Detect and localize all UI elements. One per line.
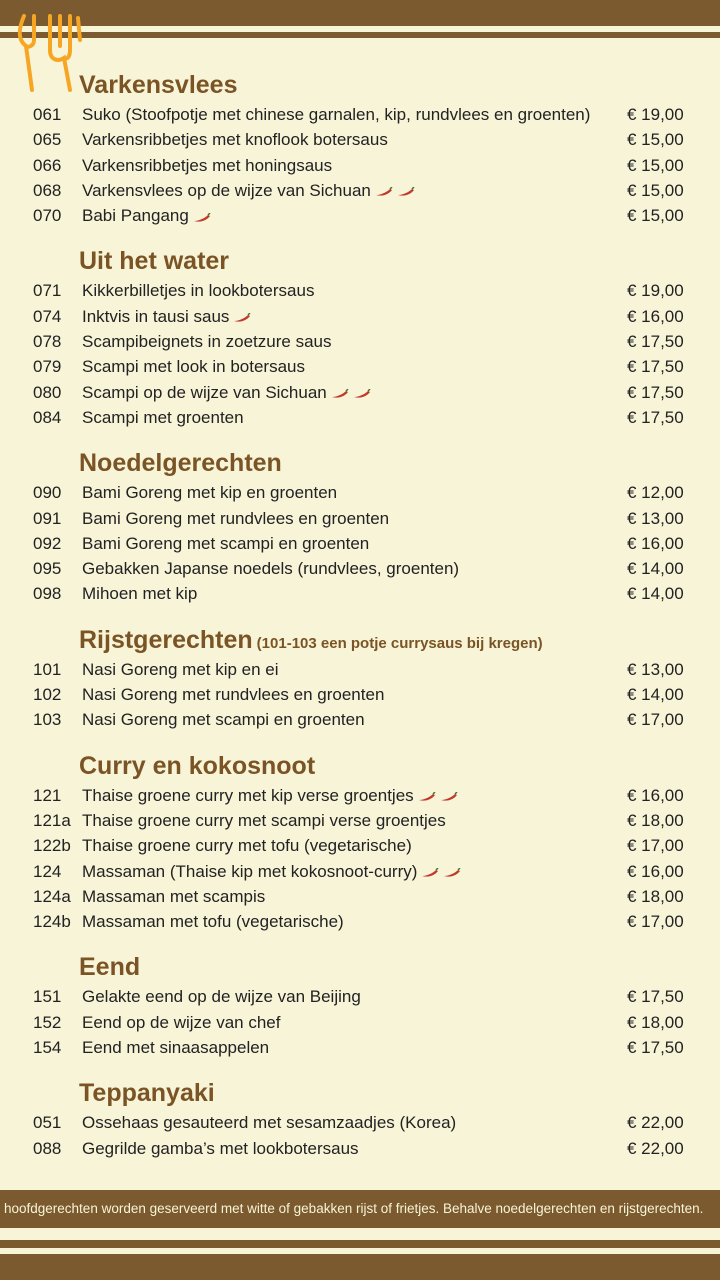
item-name-text: Inktvis in tausi saus <box>82 306 230 326</box>
item-name <box>82 909 344 934</box>
menu-section <box>0 446 720 622</box>
item-name-text: Suko (Stoofpotje met chinese garnalen, kip, rundvlees en groenten) <box>82 105 591 124</box>
item-name-text: Thaise groene curry met scampi verse groentjes <box>82 810 446 830</box>
item-price: € 17,50 <box>627 382 684 402</box>
item-name-text: Kikkerbilletjes in lookbotersaus <box>82 281 315 301</box>
menu-section <box>0 244 720 446</box>
item-price: € 17,00 <box>627 710 684 730</box>
item-name <box>82 102 590 127</box>
section-gap <box>0 607 720 623</box>
item-number: 103 <box>33 710 62 730</box>
chili-pepper-icon <box>233 305 251 330</box>
item-name <box>82 278 314 303</box>
menu-item <box>0 203 720 228</box>
item-number: 066 <box>33 155 62 175</box>
menu-section <box>0 68 720 244</box>
menu-item <box>0 884 720 909</box>
item-number: 079 <box>33 357 62 377</box>
item-price: € 18,00 <box>627 886 684 906</box>
section-title <box>79 623 720 657</box>
item-name <box>82 783 458 809</box>
section-gap <box>0 430 720 446</box>
item-price: € 17,50 <box>627 357 684 377</box>
item-number: 070 <box>33 206 62 226</box>
menu-item <box>0 1136 720 1161</box>
menu-item <box>0 833 720 858</box>
item-name-text: Scampi met groenten <box>82 407 244 427</box>
item-name-text: Bami Goreng met kip en groenten <box>82 483 338 503</box>
item-name-text: Eend met sinaasappelen <box>82 1038 270 1058</box>
item-name <box>82 380 371 406</box>
item-price: € 12,00 <box>627 483 684 503</box>
item-name-text: Thaise groene curry met kip verse groentjes <box>82 785 414 805</box>
section-title <box>79 749 720 783</box>
item-number: 068 <box>33 180 62 200</box>
menu-item <box>0 859 720 884</box>
item-name <box>82 127 388 152</box>
item-name-text: Nasi Goreng met scampi en groenten <box>82 710 365 730</box>
section-title <box>79 446 720 480</box>
item-number: 101 <box>33 659 62 679</box>
menu-item <box>0 178 720 203</box>
item-price: € 17,50 <box>627 987 684 1007</box>
section-gap <box>0 228 720 244</box>
item-number: 065 <box>33 130 62 150</box>
chili-pepper-icon <box>397 179 415 204</box>
footer-band <box>0 1254 720 1280</box>
item-name-text: Massaman met scampis <box>82 886 266 906</box>
item-number: 124 <box>33 861 62 881</box>
section-gap <box>0 934 720 950</box>
item-number: 124b <box>33 912 71 932</box>
menu-item <box>0 380 720 405</box>
section-title-text: Rijstgerechten <box>79 625 253 654</box>
item-name <box>82 531 369 556</box>
item-name-text: Thaise groene curry met tofu (vegetarische) <box>82 836 412 856</box>
item-name <box>82 153 332 178</box>
menu-item <box>0 304 720 329</box>
item-number: 084 <box>33 407 62 427</box>
header-stripe <box>0 32 720 38</box>
item-name <box>82 405 244 430</box>
item-name <box>82 203 211 229</box>
item-name-text: Gelakte eend op de wijze van Beijing <box>82 987 361 1007</box>
item-number: 102 <box>33 685 62 705</box>
item-name <box>82 833 412 858</box>
item-number: 088 <box>33 1138 62 1158</box>
item-name <box>82 884 265 909</box>
item-price: € 22,00 <box>627 1113 684 1133</box>
menu-item <box>0 102 720 127</box>
item-number: 121 <box>33 785 62 805</box>
menu-item <box>0 581 720 606</box>
item-name <box>82 581 197 606</box>
chili-pepper-icon <box>193 204 211 229</box>
item-name <box>82 1110 456 1135</box>
menu-item <box>0 657 720 682</box>
item-price: € 13,00 <box>627 508 684 528</box>
header-band <box>0 0 720 26</box>
menu-section <box>0 749 720 951</box>
item-price: € 15,00 <box>627 155 684 175</box>
item-name <box>82 859 461 885</box>
section-title-text: Uit het water <box>79 247 230 276</box>
item-number: 121a <box>33 810 71 830</box>
item-name-text: Bami Goreng met scampi en groenten <box>82 533 370 553</box>
section-title-text: Noedelgerechten <box>79 449 282 478</box>
chili-pepper-icon <box>440 784 458 809</box>
item-name-text: Nasi Goreng met kip en ei <box>82 659 279 679</box>
item-name <box>82 329 331 354</box>
item-name-text: Babi Pangang <box>82 206 189 226</box>
chili-pepper-icon <box>421 859 439 884</box>
item-price: € 17,50 <box>627 1038 684 1058</box>
chili-pepper-icon <box>443 859 461 884</box>
item-price: € 13,00 <box>627 659 684 679</box>
section-title-text: Teppanyaki <box>79 1079 215 1108</box>
item-name-text: Gegrilde gamba’s met lookbotersaus <box>82 1138 359 1158</box>
section-title <box>79 1076 720 1110</box>
menu-item <box>0 278 720 303</box>
item-name-text: Scampi op de wijze van Sichuan <box>82 382 327 402</box>
menu-item <box>0 153 720 178</box>
menu-item <box>0 127 720 152</box>
item-name <box>82 1035 269 1060</box>
section-gap <box>0 1060 720 1076</box>
item-name <box>82 556 459 581</box>
menu-item <box>0 808 720 833</box>
item-price: € 17,00 <box>627 836 684 856</box>
menu-item <box>0 506 720 531</box>
menu-item <box>0 682 720 707</box>
item-name <box>82 178 415 204</box>
item-number: 061 <box>33 105 62 124</box>
item-number: 091 <box>33 508 62 528</box>
item-name <box>82 304 251 330</box>
menu-item <box>0 984 720 1009</box>
menu-item <box>0 783 720 808</box>
item-price: € 16,00 <box>627 785 684 805</box>
menu-list <box>0 68 720 1177</box>
menu-section <box>0 1076 720 1177</box>
item-name-text: Scampibeignets in zoetzure saus <box>82 332 332 352</box>
item-name-text: Mihoen met kip <box>82 584 198 604</box>
item-number: 122b <box>33 836 71 856</box>
chili-pepper-icon <box>353 381 371 406</box>
item-name <box>82 480 337 505</box>
item-name <box>82 506 389 531</box>
item-name-text: Nasi Goreng met rundvlees en groenten <box>82 685 385 705</box>
item-number: 095 <box>33 559 62 579</box>
menu-item <box>0 480 720 505</box>
item-price: € 14,00 <box>627 584 684 604</box>
item-price: € 16,00 <box>627 861 684 881</box>
item-price: € 19,00 <box>627 105 684 124</box>
item-name <box>82 984 361 1009</box>
item-number: 090 <box>33 483 62 503</box>
item-name <box>82 657 279 682</box>
item-number: 152 <box>33 1012 62 1032</box>
item-price: € 15,00 <box>627 206 684 226</box>
item-price: € 22,00 <box>627 1138 684 1158</box>
item-number: 124a <box>33 886 71 906</box>
item-name <box>82 682 384 707</box>
chili-pepper-icon <box>331 381 349 406</box>
item-name-text: Massaman (Thaise kip met kokosnoot-curry) <box>82 861 418 881</box>
menu-item <box>0 354 720 379</box>
menu-item <box>0 1110 720 1135</box>
item-name <box>82 354 305 379</box>
section-gap <box>0 1161 720 1177</box>
item-name-text: Scampi met look in botersaus <box>82 357 305 377</box>
section-title-text: Eend <box>79 953 141 982</box>
item-number: 071 <box>33 281 62 301</box>
footer-stripe <box>0 1240 720 1248</box>
item-number: 151 <box>33 987 62 1007</box>
item-name <box>82 1136 359 1161</box>
item-name-text: Ossehaas gesauteerd met sesamzaadjes (Korea) <box>82 1113 457 1133</box>
item-price: € 17,00 <box>627 912 684 932</box>
section-title-text: Curry en kokosnoot <box>79 751 316 780</box>
section-title <box>79 68 720 102</box>
item-price: € 17,50 <box>627 407 684 427</box>
item-price: € 15,00 <box>627 180 684 200</box>
item-number: 080 <box>33 382 62 402</box>
section-title <box>79 244 720 278</box>
menu-section <box>0 623 720 749</box>
item-name-text: Varkensribbetjes met knoflook botersaus <box>82 130 388 150</box>
item-price: € 15,00 <box>627 130 684 150</box>
item-price: € 18,00 <box>627 1012 684 1032</box>
item-price: € 16,00 <box>627 533 684 553</box>
section-note: (101-103 een potje currysaus bij kregen) <box>256 634 543 652</box>
item-price: € 18,00 <box>627 810 684 830</box>
menu-item <box>0 707 720 732</box>
menu-item <box>0 909 720 934</box>
item-name-text: Varkensvlees op de wijze van Sichuan <box>82 180 371 200</box>
item-name <box>82 707 365 732</box>
menu-item <box>0 531 720 556</box>
footer-note: hoofdgerechten worden geserveerd met witte of gebakken rijst of frietjes. Behalve noedelgerechten en rijstgerechten. <box>0 1190 720 1228</box>
item-name-text: Bami Goreng met rundvlees en groenten <box>82 508 390 528</box>
menu-item <box>0 329 720 354</box>
item-name-text: Massaman met tofu (vegetarische) <box>82 912 344 932</box>
menu-item <box>0 1035 720 1060</box>
section-gap <box>0 733 720 749</box>
item-number: 074 <box>33 306 62 326</box>
item-number: 092 <box>33 533 62 553</box>
section-title-text: Varkensvlees <box>79 71 238 99</box>
item-name-text: Gebakken Japanse noedels (rundvlees, groenten) <box>82 559 460 579</box>
menu-item <box>0 556 720 581</box>
item-number: 078 <box>33 332 62 352</box>
item-price: € 17,50 <box>627 332 684 352</box>
chili-pepper-icon <box>375 179 393 204</box>
item-price: € 19,00 <box>627 281 684 301</box>
section-title <box>79 950 720 984</box>
item-name <box>82 1010 280 1035</box>
item-price: € 14,00 <box>627 685 684 705</box>
item-name-text: Eend op de wijze van chef <box>82 1012 281 1032</box>
menu-item <box>0 1010 720 1035</box>
item-name <box>82 808 446 833</box>
item-number: 051 <box>33 1113 62 1133</box>
item-number: 154 <box>33 1038 62 1058</box>
item-number: 098 <box>33 584 62 604</box>
menu-section <box>0 950 720 1076</box>
menu-item <box>0 405 720 430</box>
item-price: € 16,00 <box>627 306 684 326</box>
item-name-text: Varkensribbetjes met honingsaus <box>82 155 333 175</box>
item-price: € 14,00 <box>627 559 684 579</box>
chili-pepper-icon <box>418 784 436 809</box>
